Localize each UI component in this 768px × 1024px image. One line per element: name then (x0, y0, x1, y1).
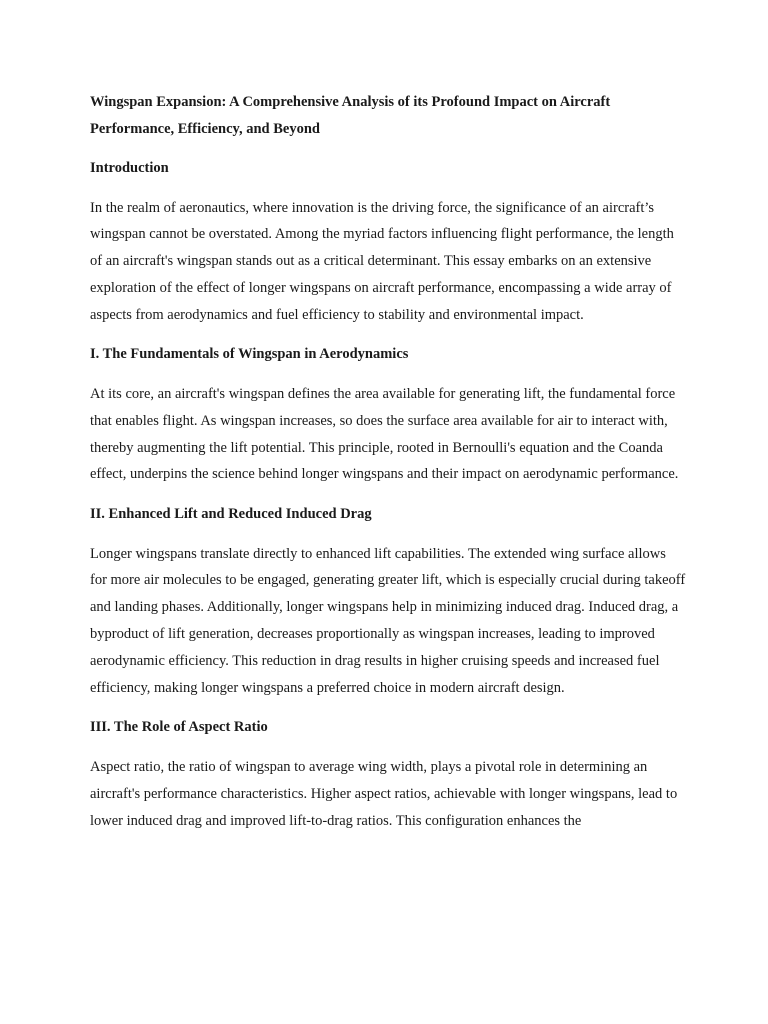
document-title: Wingspan Expansion: A Comprehensive Analysis of its Profound Impact on Aircraft Performance, Efficiency, and Beyond (90, 94, 611, 137)
paragraph-aspect-ratio: Aspect ratio, the ratio of wingspan to average wing width, plays a pivotal role in determining an aircraft's performance characteristics. Higher aspect ratios, achievable with longer wingspans, lead to lower induced drag and improved lift-to-drag ratios. This configuration enhances the (90, 758, 678, 829)
section-heading-enhanced-lift: II. Enhanced Lift and Reduced Induced Drag (90, 506, 372, 523)
paragraph-enhanced-lift: Longer wingspans translate directly to enhanced lift capabilities. The extended wing surface allows for more air molecules to be engaged, generating greater lift, which is especially crucial during takeoff and landing phases. Additionally, longer wingspans help in minimizing induced drag. Induced drag, a byproduct of lift generation, decreases proportionally as wingspan increases, leading to improved aerodynamic efficiency. This reduction in drag results in higher cruising speeds and increased fuel efficiency, making longer wingspans a preferred choice in modern aircraft design. (90, 545, 686, 696)
paragraph-fundamentals: At its core, an aircraft's wingspan defines the area available for generating lift, the fundamental force that enables flight. As wingspan increases, so does the surface area available for air to interact with, thereby augmenting the lift potential. This principle, rooted in Bernoulli's equation and the Coanda effect, underpins the science behind longer wingspans and their impact on aerodynamic performance. (90, 385, 679, 483)
section-heading-fundamentals: I. The Fundamentals of Wingspan in Aerodynamics (90, 346, 409, 363)
document-body (90, 89, 686, 847)
section-heading-aspect-ratio: III. The Role of Aspect Ratio (90, 719, 268, 736)
paragraph-introduction: In the realm of aeronautics, where innovation is the driving force, the significance of an aircraft’s wingspan cannot be overstated. Among the myriad factors influencing flight performance, the length of an aircraft's wingspan stands out as a critical determinant. This essay embarks on an extensive exploration of the effect of longer wingspans on aircraft performance, encompassing a wide array of aspects from aerodynamics and fuel efficiency to stability and environmental impact. (90, 199, 674, 323)
section-heading-introduction: Introduction (90, 160, 169, 176)
